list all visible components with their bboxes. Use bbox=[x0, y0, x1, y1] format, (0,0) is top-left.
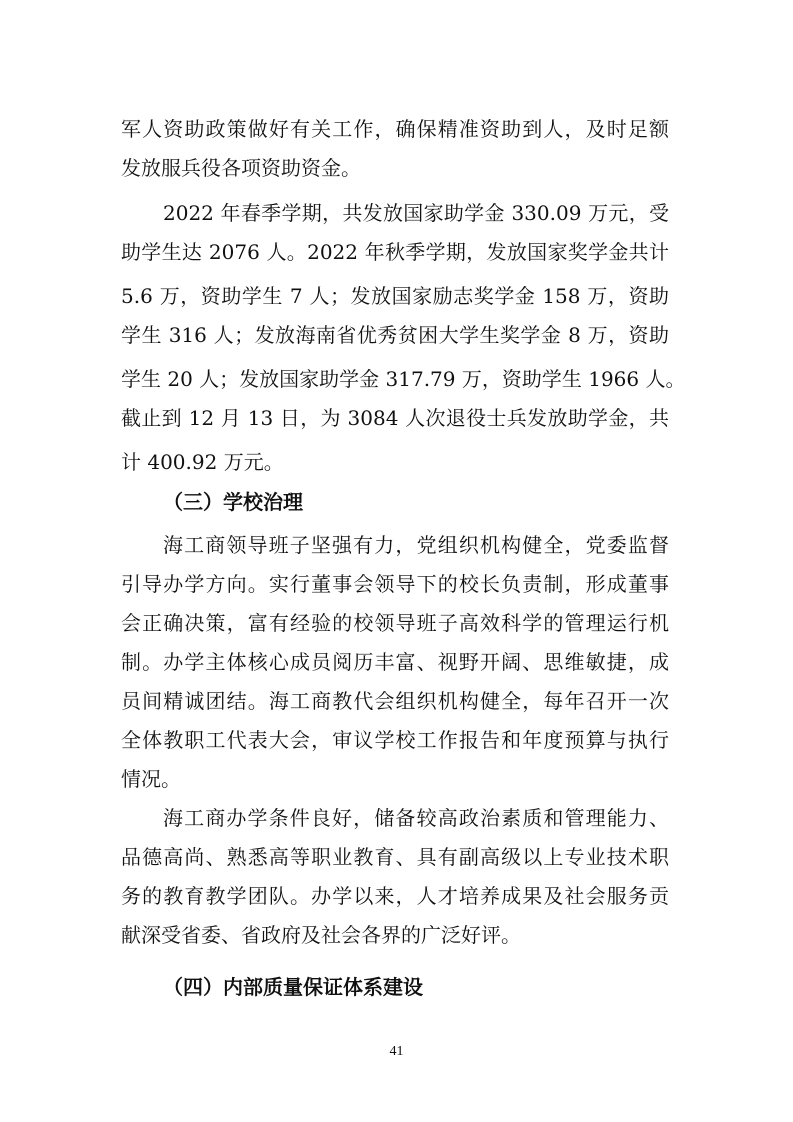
body-text-line: 员间精诚团结。海工商教代会组织机构健全，每年召开一次 bbox=[121, 689, 669, 713]
body-text-line: 海工商领导班子坚强有力，党组织机构健全，党委监督 bbox=[163, 533, 669, 557]
body-text-line: 会正确决策，富有经验的校领导班子高效科学的管理运行机 bbox=[121, 611, 669, 635]
body-text-line: 全体教职工代表大会，审议学校工作报告和年度预算与执行 bbox=[121, 728, 669, 752]
section-heading: （三）学校治理 bbox=[163, 490, 303, 514]
body-text-line: 发放服兵役各项资助资金。 bbox=[121, 156, 361, 180]
body-text-line: 军人资助政策做好有关工作，确保精准资助到人，及时足额 bbox=[121, 117, 669, 141]
page-number: 41 bbox=[389, 1044, 404, 1059]
body-text-line: 品德高尚、熟悉高等职业教育、具有副高级以上专业技术职 bbox=[121, 845, 669, 869]
body-text-line: 情况。 bbox=[121, 767, 181, 791]
body-text-line: 献深受省委、省政府及社会各界的广泛好评。 bbox=[121, 923, 521, 947]
body-text-line: 引导办学方向。实行董事会领导下的校长负责制，形成董事 bbox=[121, 572, 669, 596]
body-text-line: 计 400.92 万元。 bbox=[121, 450, 284, 474]
body-text-line: 海工商办学条件良好，储备较高政治素质和管理能力、 bbox=[163, 806, 669, 830]
body-text-line: 截止到 12 月 13 日，为 3084 人次退役士兵发放助学金，共 bbox=[121, 406, 669, 430]
body-text-line: 助学生达 2076 人。2022 年秋季学期，发放国家奖学金共计 bbox=[121, 240, 669, 264]
body-text-line: 5.6 万，资助学生 7 人；发放国家励志奖学金 158 万，资助 bbox=[121, 284, 669, 308]
body-text-line: 2022 年春季学期，共发放国家助学金 330.09 万元，受 bbox=[163, 201, 669, 225]
body-text-line: 制。办学主体核心成员阅历丰富、视野开阔、思维敏捷，成 bbox=[121, 650, 669, 674]
body-text-line: 学生 316 人；发放海南省优秀贫困大学生奖学金 8 万，资助 bbox=[121, 323, 669, 347]
body-text-line: 务的教育教学团队。办学以来，人才培养成果及社会服务贡 bbox=[121, 884, 669, 908]
section-heading: （四）内部质量保证体系建设 bbox=[163, 975, 423, 999]
body-text-line: 学生 20 人；发放国家助学金 317.79 万，资助学生 1966 人。 bbox=[121, 367, 686, 391]
